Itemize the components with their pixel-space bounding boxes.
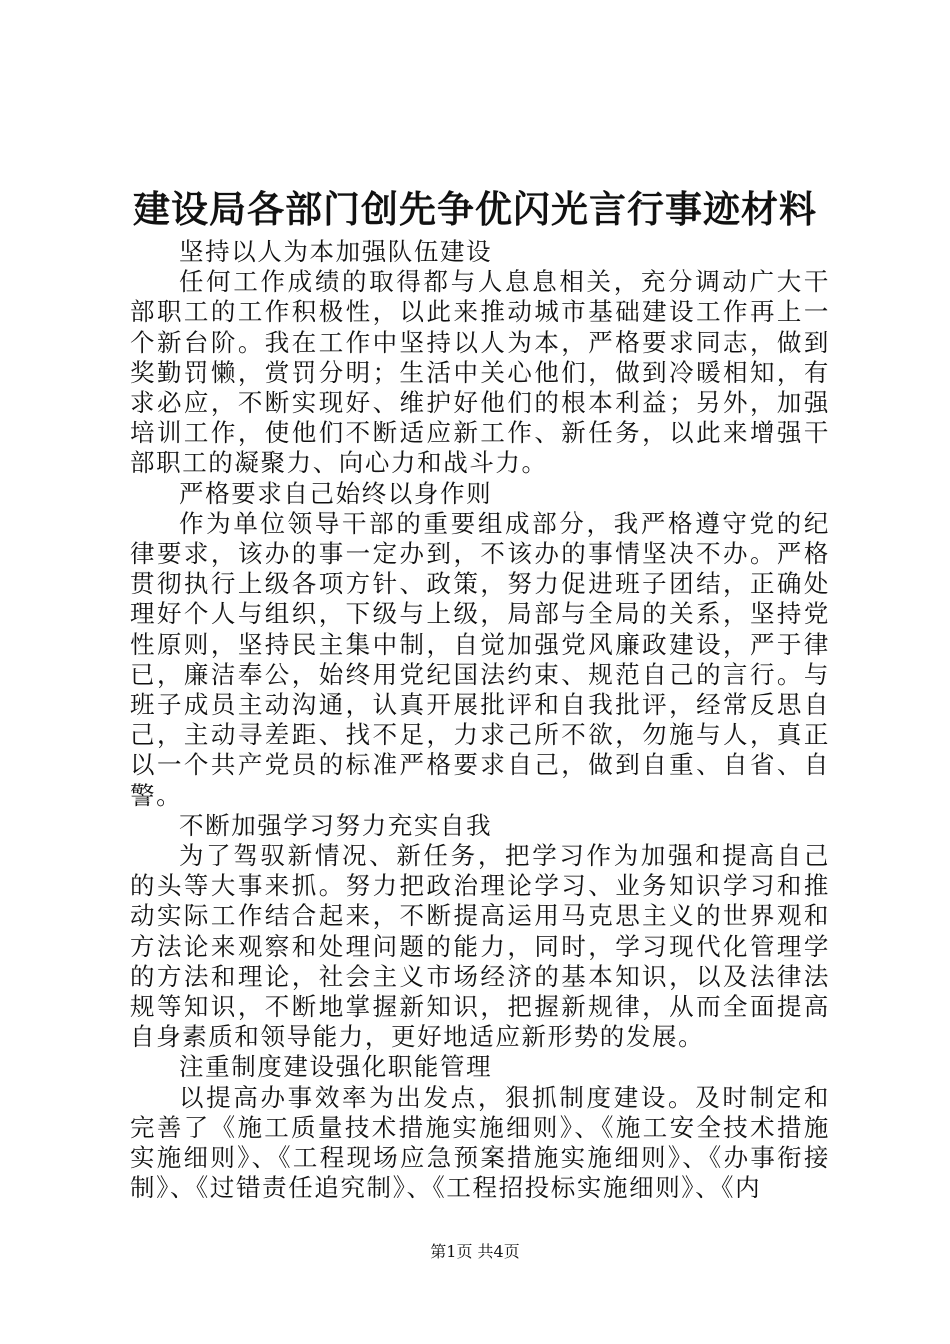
section-heading: 注重制度建设强化职能管理 [179,1052,493,1082]
section-paragraph: 作为单位领导干部的重要组成部分，我严格遵守党的纪律要求，该办的事一定办到，不该办的事情坚决不办。严格贯彻执行上级各项方针、政策，努力促进班子团结，正确处理好个人与组织，下级与上级，局部与全局的关系，坚持党性原则，坚持民主集中制，自觉加强党风廉政建设，严于律已，廉洁奉公，始终用党纪国法约束、规范自己的言行。与班子成员主动沟通，认真开展批评和自我批评，经常反思自己，主动寻差距、找不足，力求己所不欲，勿施与人，真正以一个共产党员的标准严格要求自己，做到自重、自省、自警。 [130,508,830,810]
document-body [130,237,830,1204]
section-paragraph: 为了驾驭新情况、新任务，把学习作为加强和提高自己的头等大事来抓。努力把政治理论学习、业务知识学习和推动实际工作结合起来，不断提高运用马克思主义的世界观和方法论来观察和处理问题的能力，同时，学习现代化管理学的方法和理论，社会主义市场经济的基本知识，以及法律法规等知识，不断地掌握新知识，把握新规律，从而全面提高自身素质和领导能力，更好地适应新形势的发展。 [130,841,830,1052]
section-heading: 不断加强学习努力充实自我 [179,810,493,840]
section-heading: 严格要求自己始终以身作则 [179,478,493,508]
section-paragraph: 以提高办事效率为出发点，狠抓制度建设。及时制定和完善了《施工质量技术措施实施细则》、《施工安全技术措施实施细则》、《工程现场应急预案措施实施细则》、《办事衔接制》、《过错责任追究制》、《工程招投标实施细则》、《内 [130,1082,830,1203]
section-paragraph: 任何工作成绩的取得都与人息息相关，充分调动广大干部职工的工作积极性，以此来推动城市基础建设工作再上一个新台阶。我在工作中坚持以人为本，严格要求同志，做到奖勤罚懒，赏罚分明；生活中关心他们，做到冷暖相知，有求必应，不断实现好、维护好他们的根本利益；另外，加强培训工作，使他们不断适应新工作、新任务，以此来增强干部职工的凝聚力、向心力和战斗力。 [130,267,830,478]
page-footer: 第1页 共4页 [430,1242,520,1261]
document-title: 建设局各部门创先争优闪光言行事迹材料 [133,187,817,231]
section-heading: 坚持以人为本加强队伍建设 [179,237,493,266]
